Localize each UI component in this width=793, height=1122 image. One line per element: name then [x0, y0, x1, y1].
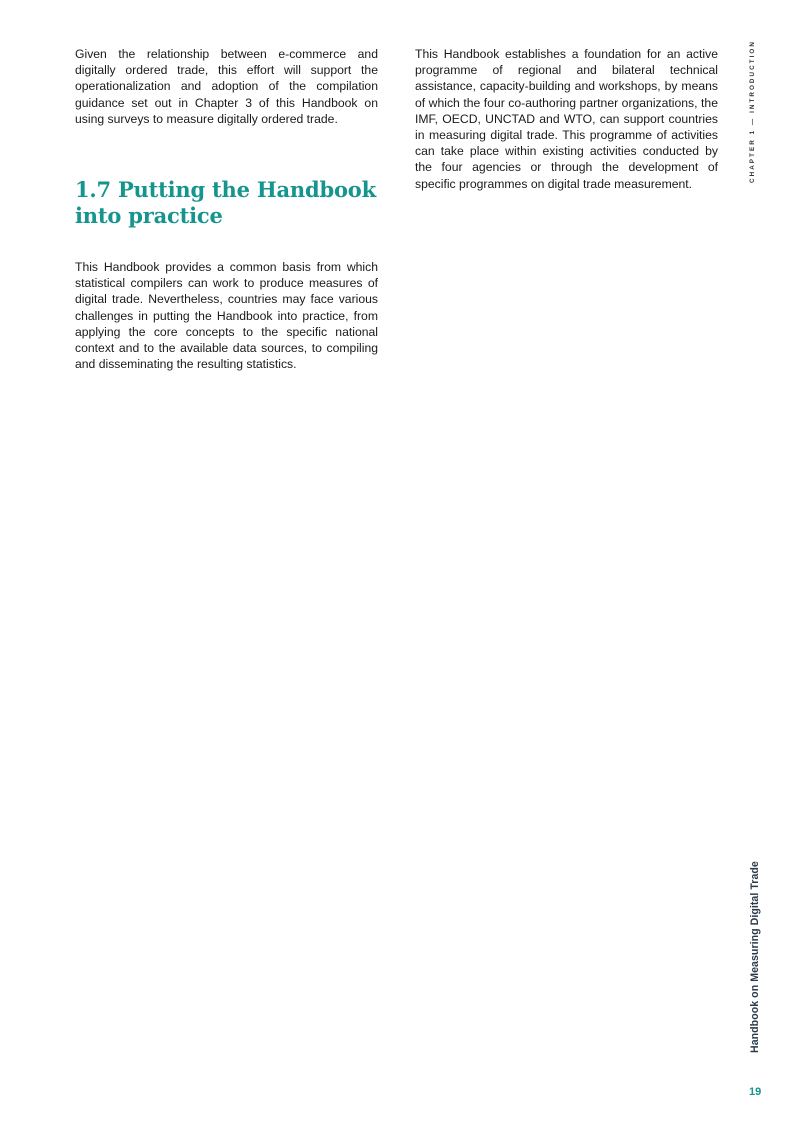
section-title: Putting the Handbook into practice — [75, 177, 376, 229]
right-paragraph: This Handbook establishes a foundation for an active programme of regional and bilateral technical assistance, capacity-building and workshops, by means of which the four co-authoring partner organizations, the IMF, OECD, UNCTAD and WTO, can support countries in measuring digital trade. This programme of activities can take place within existing activities conducted by the four agencies or through the development of specific programmes on digital trade measurement. — [415, 47, 718, 191]
section-heading — [75, 177, 378, 229]
page-number: 19 — [749, 1086, 762, 1098]
left-column — [75, 46, 378, 372]
section-number: 1.7 — [75, 177, 111, 203]
book-title: Handbook on Measuring Digital Trade — [749, 861, 761, 1053]
chapter-tag: CHAPTER 1 — INTRODUCTION — [749, 40, 756, 183]
intro-paragraph: Given the relationship between e-commerce and digitally ordered trade, this effort will support the operationalization and adoption of the compilation guidance set out in Chapter 3 of this Handbook on using surveys to measure digitally ordered trade. — [75, 47, 378, 126]
section-paragraph: This Handbook provides a common basis from which statistical compilers can work to produce measures of digital trade. Nevertheless, countries may face various challenges in putting the Handbook into practice, from applying the core concepts to the specific national context and to the available data sources, to compiling and disseminating the resulting statistics. — [75, 260, 378, 372]
right-column — [415, 46, 718, 192]
